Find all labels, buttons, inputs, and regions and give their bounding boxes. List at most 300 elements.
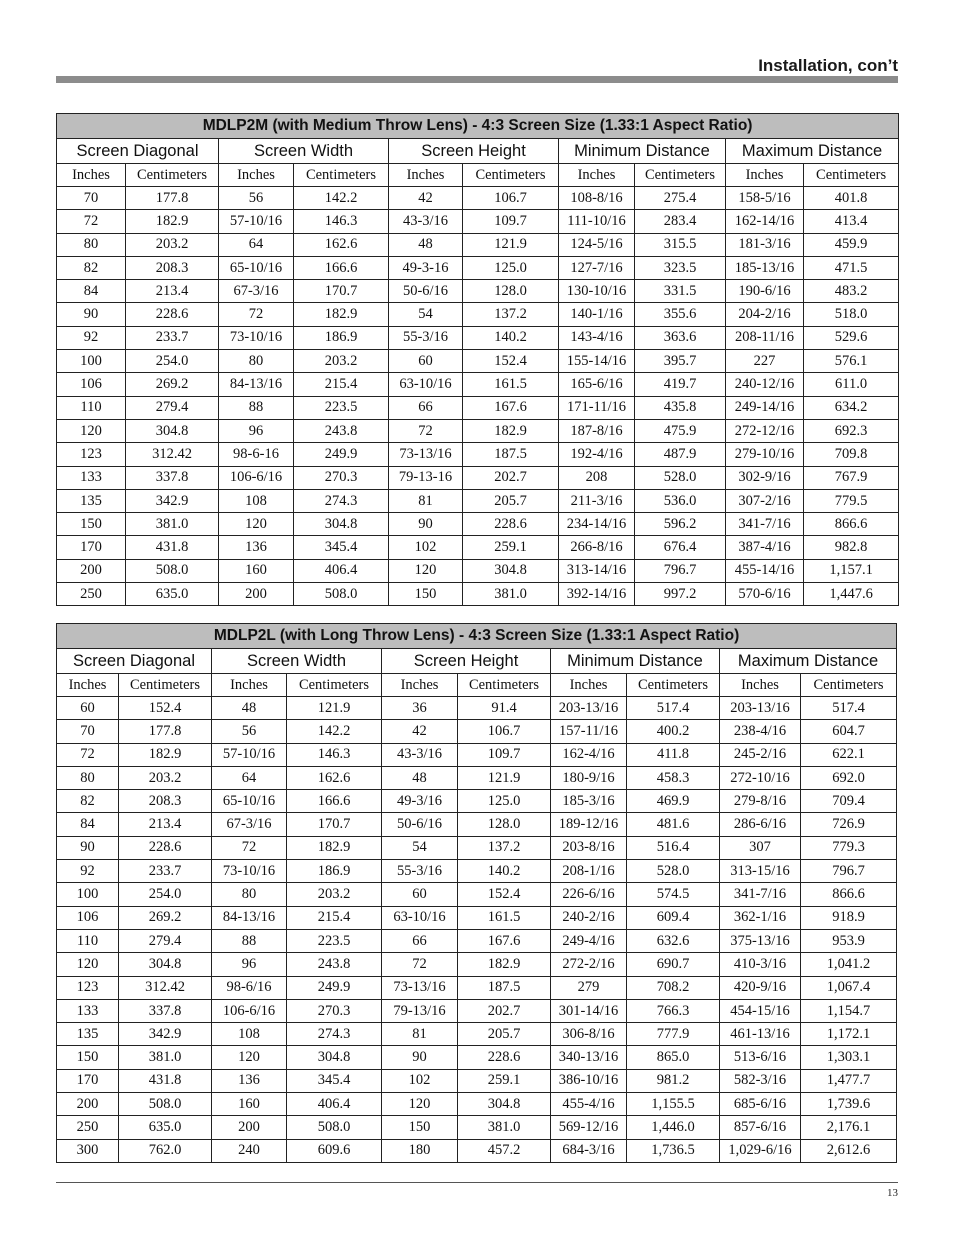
table-cell: 1,447.6 [804,583,899,606]
table-cell: 49-3-16 [389,256,463,279]
table-cell: 190-6/16 [726,280,804,303]
table-row [57,906,897,929]
table-cell: 64 [212,766,287,789]
table-cell: 457.2 [458,1139,551,1162]
table-cell: 150 [382,1116,458,1139]
table-cell: 181-3/16 [726,233,804,256]
table-cell: 685-6/16 [720,1093,801,1116]
table-cell: 362-1/16 [720,906,801,929]
table-cell: 410-3/16 [720,953,801,976]
table-cell: 250 [57,1116,119,1139]
mdlp2l-screen-size-table [56,623,897,1163]
unit-header: Centimeters [294,164,389,187]
table-cell: 66 [382,929,458,952]
table-cell: 1,155.5 [627,1093,720,1116]
table-row [57,419,899,442]
table-cell: 2,176.1 [801,1116,897,1139]
table-cell: 166.6 [287,790,382,813]
table-cell: 84-13/16 [212,906,287,929]
table-cell: 161.5 [458,906,551,929]
table-cell: 152.4 [458,883,551,906]
table-row [57,976,897,999]
table-cell: 54 [389,303,463,326]
table-cell: 203.2 [294,350,389,373]
unit-header: Centimeters [119,674,212,697]
table-row [57,1046,897,1069]
table-cell: 88 [219,396,294,419]
table-cell: 73-10/16 [219,326,294,349]
table-cell: 203-13/16 [551,697,627,720]
table-cell: 106-6/16 [219,466,294,489]
table-cell: 84 [57,813,119,836]
table-cell: 228.6 [126,303,219,326]
unit-header: Inches [382,674,458,697]
table-cell: 275.4 [635,187,726,210]
table-cell: 431.8 [119,1069,212,1092]
table-cell: 72 [389,419,463,442]
table-cell: 205.7 [458,1023,551,1046]
table-cell: 690.7 [627,953,720,976]
table-cell: 234-14/16 [559,513,635,536]
table-row [57,443,899,466]
col-group-minimum-distance: Minimum Distance [551,649,720,674]
table-cell: 96 [219,419,294,442]
table-cell: 529.6 [804,326,899,349]
table-cell: 307-2/16 [726,489,804,512]
table-cell: 90 [389,513,463,536]
table-cell: 300 [57,1139,119,1162]
table-cell: 570-6/16 [726,583,804,606]
table-cell: 709.8 [804,443,899,466]
table-cell: 1,067.4 [801,976,897,999]
unit-header: Centimeters [635,164,726,187]
table-cell: 574.5 [627,883,720,906]
table-cell: 228.6 [119,836,212,859]
table-cell: 108 [212,1023,287,1046]
table-cell: 240-2/16 [551,906,627,929]
table-cell: 249-4/16 [551,929,627,952]
table-cell: 72 [219,303,294,326]
table-cell: 279-10/16 [726,443,804,466]
table-cell: 121.9 [463,233,559,256]
table-cell: 121.9 [287,697,382,720]
table-cell: 150 [389,583,463,606]
table-cell: 128.0 [463,280,559,303]
table-row [57,1023,897,1046]
table-cell: 73-13/16 [389,443,463,466]
table-cell: 632.6 [627,929,720,952]
table-cell: 90 [57,303,126,326]
table-cell: 576.1 [804,350,899,373]
table-cell: 162.6 [287,766,382,789]
table-cell: 208.3 [126,256,219,279]
table-cell: 177.8 [119,720,212,743]
table-cell: 60 [389,350,463,373]
table-cell: 80 [57,233,126,256]
unit-header: Inches [219,164,294,187]
table-cell: 72 [57,743,119,766]
unit-header: Centimeters [458,674,551,697]
table-row [57,489,899,512]
table-cell: 431.8 [126,536,219,559]
table-cell: 228.6 [458,1046,551,1069]
table-cell: 111-10/16 [559,210,635,233]
table-cell: 140.2 [463,326,559,349]
table-cell: 243.8 [294,419,389,442]
table-cell: 203-8/16 [551,836,627,859]
table-row [57,373,899,396]
table-cell: 213.4 [119,813,212,836]
table-cell: 779.5 [804,489,899,512]
table-cell: 50-6/16 [382,813,458,836]
table-cell: 60 [382,883,458,906]
table-cell: 767.9 [804,466,899,489]
table-cell: 381.0 [463,583,559,606]
table-cell: 454-15/16 [720,999,801,1022]
table-cell: 120 [212,1046,287,1069]
table-cell: 684-3/16 [551,1139,627,1162]
table-cell: 411.8 [627,743,720,766]
table-row [57,766,897,789]
table-cell: 259.1 [458,1069,551,1092]
table-cell: 120 [57,953,119,976]
table-cell: 73-13/16 [382,976,458,999]
col-group-screen-width: Screen Width [219,139,389,164]
table-cell: 2,612.6 [801,1139,897,1162]
table-cell: 79-13/16 [382,999,458,1022]
table-cell: 42 [389,187,463,210]
table-cell: 102 [382,1069,458,1092]
table-cell: 569-12/16 [551,1116,627,1139]
table-cell: 375-13/16 [720,929,801,952]
table-cell: 304.8 [458,1093,551,1116]
table-cell: 49-3/16 [382,790,458,813]
table-cell: 70 [57,720,119,743]
table-cell: 42 [382,720,458,743]
table-cell: 124-5/16 [559,233,635,256]
table-cell: 208-11/16 [726,326,804,349]
table-cell: 513-6/16 [720,1046,801,1069]
table-cell: 1,303.1 [801,1046,897,1069]
table-cell: 96 [212,953,287,976]
table-row [57,187,899,210]
unit-header: Inches [720,674,801,697]
table-cell: 381.0 [126,513,219,536]
table-row [57,256,899,279]
table-cell: 609.4 [627,906,720,929]
table-row [57,883,897,906]
table-cell: 215.4 [294,373,389,396]
table-cell: 392-14/16 [559,583,635,606]
table-cell: 419.7 [635,373,726,396]
table-cell: 274.3 [294,489,389,512]
table-cell: 90 [57,836,119,859]
table-cell: 120 [219,513,294,536]
table-cell: 475.9 [635,419,726,442]
table-cell: 80 [57,766,119,789]
table-cell: 90 [382,1046,458,1069]
unit-header: Inches [726,164,804,187]
table-cell: 240-12/16 [726,373,804,396]
table-cell: 81 [382,1023,458,1046]
table-cell: 363.6 [635,326,726,349]
table-cell: 140-1/16 [559,303,635,326]
table-title: MDLP2L (with Long Throw Lens) - 4:3 Screen Size (1.33:1 Aspect Ratio) [57,624,897,649]
table-title: MDLP2M (with Medium Throw Lens) - 4:3 Screen Size (1.33:1 Aspect Ratio) [57,114,899,139]
table-cell: 84 [57,280,126,303]
table-cell: 304.8 [126,419,219,442]
table-cell: 106.7 [458,720,551,743]
table-row [57,396,899,419]
table-cell: 110 [57,929,119,952]
table-cell: 208.3 [119,790,212,813]
table-cell: 133 [57,466,126,489]
table-cell: 187.5 [458,976,551,999]
table-cell: 98-6/16 [212,976,287,999]
table-cell: 779.3 [801,836,897,859]
section-title: Installation, con’t [758,56,898,75]
table-cell: 272-2/16 [551,953,627,976]
table-cell: 381.0 [119,1046,212,1069]
table-cell: 205.7 [463,489,559,512]
table-cell: 106 [57,373,126,396]
table-cell: 100 [57,883,119,906]
table-cell: 483.2 [804,280,899,303]
table-cell: 80 [219,350,294,373]
table-cell: 66 [389,396,463,419]
table-row [57,536,899,559]
table-cell: 157-11/16 [551,720,627,743]
table-cell: 102 [389,536,463,559]
table-cell: 982.8 [804,536,899,559]
header-rule [56,76,898,83]
table-cell: 250 [57,583,126,606]
table-cell: 137.2 [463,303,559,326]
table-row [57,210,899,233]
table-cell: 381.0 [458,1116,551,1139]
table-cell: 516.4 [627,836,720,859]
table-cell: 204-2/16 [726,303,804,326]
table-cell: 1,157.1 [804,559,899,582]
table-cell: 866.6 [801,883,897,906]
table-body [57,697,897,1163]
table-row [57,1139,897,1162]
table-cell: 762.0 [119,1139,212,1162]
table-cell: 341-7/16 [720,883,801,906]
table-cell: 92 [57,326,126,349]
table-cell: 508.0 [294,583,389,606]
table-body [57,187,899,606]
table-cell: 106 [57,906,119,929]
table-cell: 55-3/16 [382,860,458,883]
table-cell: 211-3/16 [559,489,635,512]
table-cell: 301-14/16 [551,999,627,1022]
unit-header: Centimeters [804,164,899,187]
table-row [57,326,899,349]
table-row [57,860,897,883]
table-cell: 1,736.5 [627,1139,720,1162]
table-cell: 307 [720,836,801,859]
table-cell: 162-14/16 [726,210,804,233]
table-cell: 160 [219,559,294,582]
table-cell: 56 [212,720,287,743]
table-cell: 1,446.0 [627,1116,720,1139]
table-cell: 269.2 [119,906,212,929]
table-cell: 150 [57,1046,119,1069]
table-cell: 240 [212,1139,287,1162]
table-cell: 283.4 [635,210,726,233]
table-cell: 259.1 [463,536,559,559]
table-cell: 341-7/16 [726,513,804,536]
table-cell: 508.0 [287,1116,382,1139]
table-cell: 337.8 [119,999,212,1022]
table-cell: 458.3 [627,766,720,789]
table-cell: 331.5 [635,280,726,303]
table-cell: 865.0 [627,1046,720,1069]
table-cell: 279-8/16 [720,790,801,813]
table-cell: 43-3/16 [382,743,458,766]
table-cell: 65-10/16 [212,790,287,813]
unit-header: Inches [389,164,463,187]
table-cell: 167.6 [463,396,559,419]
table-cell: 155-14/16 [559,350,635,373]
table-cell: 981.2 [627,1069,720,1092]
table-cell: 162.6 [294,233,389,256]
table-cell: 270.3 [287,999,382,1022]
table-cell: 123 [57,443,126,466]
table-cell: 1,154.7 [801,999,897,1022]
table-cell: 1,041.2 [801,953,897,976]
table-cell: 635.0 [126,583,219,606]
table-cell: 158-5/16 [726,187,804,210]
table-cell: 186.9 [294,326,389,349]
table-cell: 123 [57,976,119,999]
table-cell: 304.8 [294,513,389,536]
col-group-screen-diagonal: Screen Diagonal [57,649,212,674]
col-group-maximum-distance: Maximum Distance [726,139,899,164]
table-cell: 1,172.1 [801,1023,897,1046]
table-cell: 200 [57,559,126,582]
table-cell: 67-3/16 [212,813,287,836]
table-cell: 692.3 [804,419,899,442]
table-cell: 121.9 [458,766,551,789]
table-cell: 167.6 [458,929,551,952]
table-cell: 120 [389,559,463,582]
table-cell: 57-10/16 [219,210,294,233]
footer-rule [56,1182,898,1183]
table-cell: 315.5 [635,233,726,256]
table-cell: 227 [726,350,804,373]
unit-header: Inches [57,674,119,697]
table-cell: 634.2 [804,396,899,419]
table-cell: 189-12/16 [551,813,627,836]
table-cell: 918.9 [801,906,897,929]
table-cell: 152.4 [119,697,212,720]
table-row [57,929,897,952]
table-cell: 997.2 [635,583,726,606]
table-cell: 609.6 [287,1139,382,1162]
table-cell: 213.4 [126,280,219,303]
table-cell: 313-15/16 [720,860,801,883]
table-cell: 1,029-6/16 [720,1139,801,1162]
table-cell: 48 [212,697,287,720]
table-cell: 471.5 [804,256,899,279]
table-cell: 953.9 [801,929,897,952]
table-cell: 676.4 [635,536,726,559]
table-cell: 54 [382,836,458,859]
table-cell: 238-4/16 [720,720,801,743]
table-cell: 64 [219,233,294,256]
unit-header: Inches [559,164,635,187]
table-cell: 304.8 [287,1046,382,1069]
table-cell: 517.4 [801,697,897,720]
table-cell: 166.6 [294,256,389,279]
table-cell: 455-4/16 [551,1093,627,1116]
table-cell: 279 [551,976,627,999]
table-cell: 150 [57,513,126,536]
table-cell: 125.0 [463,256,559,279]
table-cell: 72 [382,953,458,976]
table-cell: 304.8 [119,953,212,976]
table-cell: 106.7 [463,187,559,210]
table-cell: 146.3 [294,210,389,233]
table-cell: 171-11/16 [559,396,635,419]
table-cell: 355.6 [635,303,726,326]
table-cell: 708.2 [627,976,720,999]
unit-header: Inches [212,674,287,697]
table-cell: 120 [382,1093,458,1116]
table-cell: 304.8 [463,559,559,582]
table-row [57,953,897,976]
table-row [57,466,899,489]
table-cell: 1,739.6 [801,1093,897,1116]
table-cell: 120 [57,419,126,442]
table-cell: 233.7 [126,326,219,349]
table-cell: 342.9 [119,1023,212,1046]
table-cell: 177.8 [126,187,219,210]
table-cell: 109.7 [463,210,559,233]
table-cell: 170.7 [294,280,389,303]
table-cell: 528.0 [627,860,720,883]
table-cell: 125.0 [458,790,551,813]
table-row [57,790,897,813]
table-cell: 200 [57,1093,119,1116]
table-cell: 88 [212,929,287,952]
table-cell: 185-3/16 [551,790,627,813]
table-cell: 92 [57,860,119,883]
table-cell: 187.5 [463,443,559,466]
table-cell: 81 [389,489,463,512]
table-cell: 306-8/16 [551,1023,627,1046]
page-number: 13 [887,1187,898,1199]
table-cell: 461-13/16 [720,1023,801,1046]
table-cell: 170 [57,536,126,559]
table-cell: 420-9/16 [720,976,801,999]
table-cell: 170 [57,1069,119,1092]
table-cell: 180 [382,1139,458,1162]
unit-header: Centimeters [627,674,720,697]
table-cell: 345.4 [294,536,389,559]
table-cell: 79-13-16 [389,466,463,489]
table-row [57,513,899,536]
table-cell: 48 [382,766,458,789]
table-cell: 140.2 [458,860,551,883]
table-cell: 91.4 [458,697,551,720]
table-cell: 266-8/16 [559,536,635,559]
unit-header: Centimeters [463,164,559,187]
table-cell: 249.9 [294,443,389,466]
table-cell: 796.7 [635,559,726,582]
